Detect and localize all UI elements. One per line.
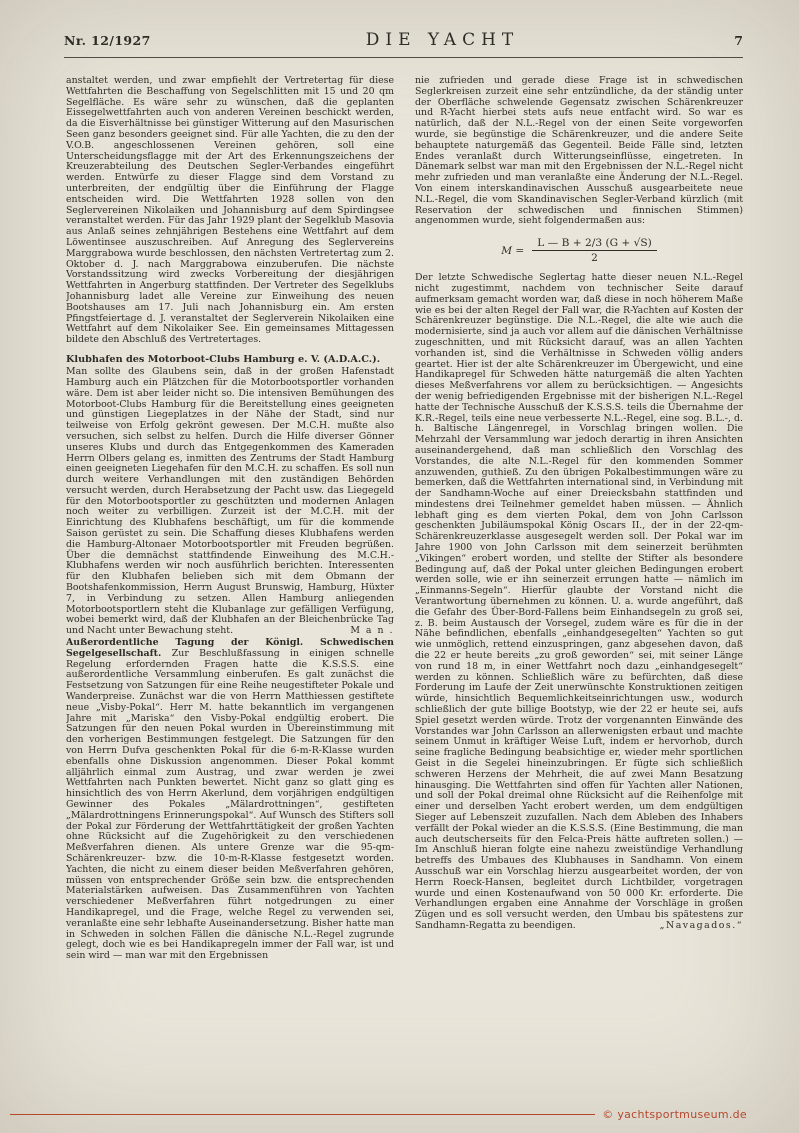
ksss-paragraph: Außerordentliche Tagung der Königl. Schwedischen Segelgesellschaft. Zur Beschlußfassung in einigen schnelle Regelung erfordernden Fragen hatte die K.S.S.S. eine außerordentliche Versammlung einberufen. Es galt zunächst die Festsetzung von Satzungen für eine Reihe neugestifteter Pokale und Wanderpreise. Zunächst war die von Herrn Matthiessen gestiftete neue „Visby-Pokal“. Herr M. hatte bekanntlich im vergangenen Jahre mit „Mariska“ den Visby-Pokal endgültig erobert. Die Satzungen für den neuen Pokal wurden in Übereinstimmung mit den vorherigen Bestimmungen festgelegt. Die Satzungen für den von Herrn Dufva geschenkten Pokal für die 6-m-R-Klasse wurden ebenfalls ohne Diskussion angenommen. Dieser Pokal kommt alljährlich einmal zum Austrag, und zwar werden je zwei Wettfahrten nach Punkten bewertet. Nicht ganz so glatt ging es hinsichtlich des von Herrn Akerlund, dem vorjährigen endgültigen Gewinner des Pokales „Mälardrottningen“, gestifteten „Mälardrottningens Erinnerungspokal“. Auf Wunsch des Stifters soll der Pokal zur Förderung der Wettfahrttätigkeit der großen Yachten ohne Rücksicht auf die Zugehörigkeit zu den verschiedenen Meßverfahren dienen. Als untere Grenze war die 95-qm-Schärenkreuzer- bzw. die 10-m-R-Klasse festgesetzt worden. Yachten, die nicht zu einem dieser beiden Meßverfahren gehören, müssen von entsprechender Größe sein bzw. die entsprechenden Materialstärken aufweisen. Das Zusammenführen von Yachten verschiedener Meßverfahren führt notgedrungen zu einer Handikapregel, und die Frage, welche Regel zu verwenden sei, veranlaßte eine sehr lebhafte Auseinandersetzung. Bisher hatte man in Schweden in solchen Fällen die dänische N.L.-Regel zugrunde gelegt, doch wie es bei Handikapregeln immer der Fall war, ist und sein wird — man war mit den Ergebnissen xyxy=(66,637,394,962)
nl-rule-formula xyxy=(415,237,743,264)
formula-numerator: L — B + 2/3 (G + √S) xyxy=(532,237,657,251)
author-signature: „Navagados.“ xyxy=(659,919,743,931)
left-column xyxy=(66,76,394,1095)
watermark: © yachtsportmuseum.de xyxy=(602,1108,747,1121)
right-column xyxy=(415,76,743,1095)
footer-rule xyxy=(10,1114,595,1115)
formula-lhs: M = xyxy=(501,244,525,257)
page-header xyxy=(64,30,743,50)
formula-fraction xyxy=(532,237,657,264)
page-number: 7 xyxy=(734,33,743,48)
author-signature: M a n . xyxy=(350,625,394,637)
page-footer xyxy=(10,1108,747,1121)
issue-number: Nr. 12/1927 xyxy=(64,33,151,48)
magazine-title: DIE YACHT xyxy=(365,30,520,50)
nl-regel-paragraph: nie zufrieden und gerade diese Frage ist in schwedischen Seglerkreisen zurzeit eine sehr entzündliche, da der ständig unter der Oberfläche schwelende Gegensatz zwischen Schärenkreuzer und R-Yacht hierbei stets aufs neue entfacht wird. So war es natürlich, daß der N.L.-Regel von der einen Seite vorgeworfen wurde, sie begünstige die Schärenkreuzer, und die andere Seite behauptete naturgemäß das Gegenteil. Beide Fälle sind, letzten Endes veranlaßt durch Witterungseinflüsse, eingetreten. In Dänemark selbst war man mit den Ergebnissen der N.L.-Regel nicht mehr zufrieden und man veranlaßte eine Änderung der N.L.-Regel. Von einem interskandinavischen Ausschuß ausgearbeitete neue N.L.-Regel, die vom Skandinavischen Segler-Verband kürzlich (mit Reservation der schwedischen und finnischen Stimmen) angenommen wurde, sieht folgendermaßen aus: xyxy=(415,76,743,227)
article-columns xyxy=(66,76,743,1095)
article-lead-heading: Außerordentliche Tagung der Königl. Schwedischen Segelgesellschaft. xyxy=(66,637,394,659)
header-rule xyxy=(64,57,743,58)
seglertag-paragraph: Der letzte Schwedische Seglertag hatte dieser neuen N.L.-Regel nicht zugestimmt, nachdem von technischer Seite darauf aufmerksam gemacht worden war, daß diese in noch höherem Maße wie es bei der alten Regel der Fall war, die R-Yachten auf Kosten der Schärenkreuzer begünstige. Die N.L.-Regel, die alte wie auch die modernisierte, sind ja auch vor allem auf die dänischen Verhältnisse zugeschnitten, und mit Rücksicht darauf, was an allen Yachten vorhanden ist, sind die Verhältnisse in Schweden völlig anders geartet. Hier ist der alte Schärenkreuzer im Übergewicht, und eine Handikapregel für Schweden hätte naturgemäß die alten Yachten dieses Meßverfahrens vor allem zu berücksichtigen. — Angesichts der wenig befriedigenden Ergebnisse mit der bisherigen N.L.-Regel hatte der Technische Ausschuß der K.S.S.S. teils die Übernahme der K.R.-Regel, teils eine neue verbesserte N.L.-Regel, eine sog. B.L.-, d. h. Baltische Längenregel, in Vorschlag bringen wollen. Die Mehrzahl der Versammlung war jedoch derartig in ihren Ansichten auseinandergehend, daß man schließlich den Vorschlag des Vorstandes, die alte N.L.-Regel für den kommenden Sommer anzuwenden, guthieß. Zu den übrigen Pokalbestimmungen wäre zu bemerken, daß die Wettfahrten international sind, in Verbindung mit der Sandhamn-Woche auf einer Dreiecksbahn stattfinden und mindestens drei Teilnehmer gemeldet haben müssen. — Ähnlich lebhaft ging es dem vierten Pokal, dem von John Carlsson geschenkten Jubiläumspokal König Oscars II., der in der 22-qm-Schärenkreuzerklasse ausgesegelt werden soll. Der Pokal war im Jahre 1900 von John Carlsson mit dem seinerzeit berühmten „Vikingen“ erobert worden, und stellte der Stifter als besondere Bedingung auf, daß der Pokal unter gleichen Bedingungen erobert werden solle, wie er ihn seinerzeit errungen hatte — nämlich im „Einmanns-Segeln“. Hierfür glaubte der Vorstand nicht die Verantwortung übernehmen zu können. U. a. wurde angeführt, daß die Gefahr des Über-Bord-Fallens beim Einhandsegeln zu groß sei, z. B. beim Austausch der Vorsegel, zudem wäre es für die in der Nähe befindlichen, ebenfalls „einhandgesegelten“ Yachten so gut wie unmöglich, rettend einzuspringen, ganz abgesehen davon, daß die 22 er heute bereits „zu groß geworden“ sei, mit seiner Länge von rund 18 m, in einer Wettfahrt noch dazu „einhandgesegelt“ werden zu können. Schließlich wäre zu befürchten, daß diese Forderung im Laufe der Zeit unerwünschte Konstruktionen zeitigen würde, hinsichtlich Bequemlichkeitseinrichtungen usw., wodurch schließlich der gute billige Bootstyp, wie der 22 er heute sei, aufs Spiel gesetzt werden würde. Trotz der vorgenannten Einwände des Vorstandes war John Carlsson an allerwenigsten erbaut und machte seinem Unmut in kräftiger Weise Luft, indem er hervorhob, durch seine fragliche Bedingung beabsichtige er, wieder mehr sportlichen Geist in die Segelei hineinzubringen. Er fügte sich schließlich schweren Herzens der Mehrheit, die auf zwei Mann Besatzung hinausging. Die Wettfahrten sind offen für Yachten aller Nationen, und soll der Pokal dreimal ohne Rücksicht auf die Reihenfolge mit einer und derselben Yacht erobert werden, um dem endgültigen Sieger auf Lebenszeit zuzufallen. Nach dem Ableben des Inhabers verfällt der Pokal wieder an die K.S.S.S. (Eine Bestimmung, die man auch deutscherseits für den Felca-Preis hätte auftreten sollen.) — Im Anschluß hieran folgte eine nahezu zweistündige Verhandlung betreffs des Umbaues des Klubhauses in Sandhamn. Von einem Ausschuß war ein Vorschlag hierzu ausgearbeitet worden, der von Herrn Roeck-Hansen, begleitet durch Lichtbilder, vorgetragen wurde und einen Kostenaufwand von 50 000 Kr. erforderte. Die Verhandlungen ergaben eine Annahme der Vorschläge in großen Zügen und es soll versucht werden, den Umbau bis spätestens zur Sandhamn-Regatta zu beendigen. „Navagados.“ xyxy=(415,272,743,931)
formula-denominator: 2 xyxy=(591,252,598,265)
article-heading: Klubhafen des Motorboot-Clubs Hamburg e. V. (A.D.A.C.). xyxy=(66,353,381,365)
klubhafen-paragraph: Man sollte des Glaubens sein, daß in der großen Hafenstadt Hamburg auch ein Plätzchen für die Motorbootsportler vorhanden wäre. Dem ist aber leider nicht so. Die intensiven Bemühungen des Motorboot-Clubs Hamburg für die Bereitstellung eines geeigneten und günstigen Liegeplatzes in der Nähe der Stadt, sind nur teilweise von Erfolg gekrönt gewesen. Der M.C.H. mußte also versuchen, sich selbst zu helfen. Durch die Hilfe diverser Gönner unseres Klubs und durch das Entgegenkommen des Kameraden Herrn Olbers gelang es, inmitten des Zentrums der Stadt Hamburg einen geeigneten Liegehafen für den M.C.H. zu schaffen. Es soll nun durch weitere Verhandlungen mit den zuständigen Behörden versucht werden, durch Herabsetzung der Pacht usw. das Liegegeld für den Motorbootsportler zu geschützten und modernen Anlagen noch weiter zu verbilligen. Zurzeit ist der M.C.H. mit der Einrichtung des Klubhafens beschäftigt, um für die kommende Saison gerüstet zu sein. Die Schaffung dieses Klubhafens werden die Hamburg-Altonaer Motorbootsportler mit Freuden begrüßen. Über die demnächst stattfindende Einweihung des M.C.H.-Klubhafens werden wir noch ausführlich berichten. Interessenten für den Klubhafen belieben sich mit dem Obmann der Bootshafenkommission, Herrn August Brunswig, Hamburg, Hüxter 7, in Verbindung zu setzen. Allen Hamburg anliegenden Motorbootsportlern steht die Klubanlage zur gefälligen Verfügung, wobei bemerkt wird, daß der Klubhafen an der Bleichenbrücke Tag und Nacht unter Bewachung steht. M a n . xyxy=(66,366,394,637)
continuation-paragraph: anstaltet werden, und zwar empfiehlt der Vertretertag für diese Wettfahrten die Beschaffung von Segelschlitten mit 15 und 20 qm Segelfläche. Es wäre sehr zu wünschen, daß die geplanten Eissegelwettfahrten auch von anderen Vereinen beschickt werden, da die Eisverhältnisse bei günstiger Witterung auf den Masurischen Seen ganz besonders geeignet sind. Für alle Yachten, die zu den der V.O.B. angeschlossenen Vereinen gehören, soll eine Unterscheidungsflagge mit der Art des Erkennungszeichens der Kreuzerabteilung des Deutschen Segler-Verbandes eingeführt werden. Entwürfe zu dieser Flagge sind dem Vorstand zu unterbreiten, der endgültig über die Einführung der Flagge entscheiden wird. Die Wettfahrten 1928 sollen von den Seglervereinen Nikolaiken und Johannisburg auf dem Spirdingsee veranstaltet werden. Für das Jahr 1929 plant der Segelklub Masovia aus Anlaß seines zehnjährigen Bestehens eine Wettfahrt auf dem Löwentinsee auszuschreiben. Auf Anregung des Seglervereins Marggrabowa wurde beschlossen, den nächsten Vertretertag zum 2. Oktober d. J. nach Marggrabowa einzuberufen. Die nächste Vorstandssitzung wird zwecks Vorbereitung der diesjährigen Wettfahrten in Angerburg stattfinden. Der Vertreter des Segelklubs Johannisburg ladet alle Vereine zur Einweihung des neuen Bootshauses am 17. Juli nach Johannisburg ein. Am ersten Pfingstfeiertage d. J. veranstaltet der Seglerverein Nikolaiken eine Wettfahrt auf dem Nikolaiker See. Ein gemeinsames Mittagessen bildete den Abschluß des Vertretertages. xyxy=(66,76,394,346)
